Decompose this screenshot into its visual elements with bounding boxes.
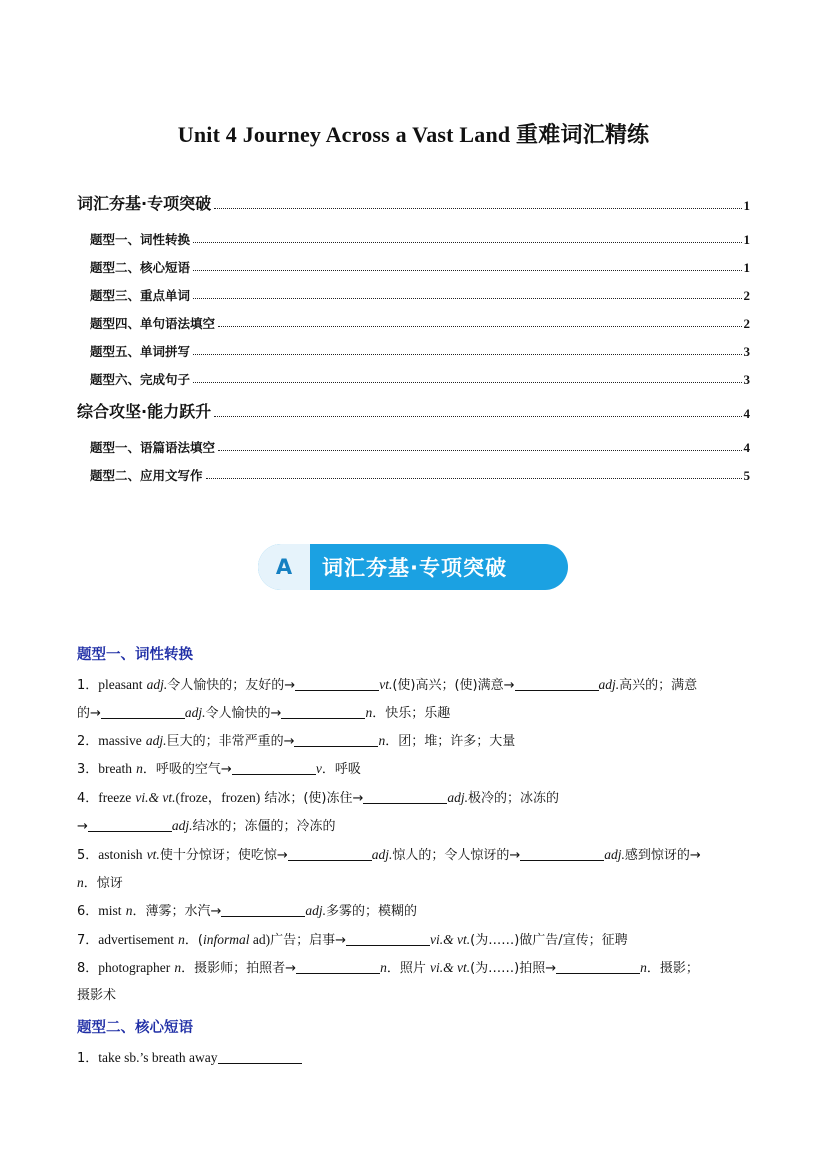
answer-blank[interactable] xyxy=(232,760,316,775)
exercise-item-2: 2．massive adj.巨大的；非常严重的→ n．团；堆；许多；大量 xyxy=(77,733,516,749)
exercise-item-1: 1．pleasant adj.令人愉快的；友好的→ vt.(使)高兴；(使)满意→ adj.高兴的；满意 xyxy=(77,677,698,693)
toc-entry-comprehensive[interactable]: 综合攻坚·能力跃升 4 xyxy=(77,402,750,421)
toc-entry[interactable]: 题型一、语篇语法填空 4 xyxy=(90,440,750,455)
toc-entry[interactable]: 题型六、完成句子 3 xyxy=(90,372,750,387)
answer-blank[interactable] xyxy=(218,1049,302,1064)
toc-entry[interactable]: 题型四、单句语法填空 2 xyxy=(90,316,750,331)
section-heading-core-phrases: 题型二、核心短语 xyxy=(77,1020,193,1036)
answer-blank[interactable] xyxy=(281,704,365,719)
exercise-item-4: 4．freeze vi.& vt.(froze，frozen) 结冰；(使)冻住→ adj.极冷的；冰冻的 xyxy=(77,790,560,806)
toc-leader xyxy=(218,449,741,451)
exercise-item-4-cont: → adj.结冰的；冻僵的；冷冻的 xyxy=(77,818,336,834)
answer-blank[interactable] xyxy=(294,732,378,747)
banner-letter-badge: A xyxy=(258,544,310,590)
toc-entry[interactable]: 题型二、核心短语 1 xyxy=(90,260,750,275)
exercise-item-8-cont: 摄影术 xyxy=(77,988,117,1003)
exercise-item-3: 3．breath n．呼吸的空气→ v．呼吸 xyxy=(77,761,361,777)
toc-entry[interactable]: 题型一、词性转换 1 xyxy=(90,232,750,247)
answer-blank[interactable] xyxy=(88,817,172,832)
toc-leader xyxy=(206,477,742,479)
banner-title: 词汇夯基·专项突破 xyxy=(322,556,507,580)
exercise-item-1-cont: 的→ adj.令人愉快的→ n．快乐；乐趣 xyxy=(77,705,451,721)
exercise-item-5-cont: n．惊讶 xyxy=(77,875,123,891)
toc-entry[interactable]: 题型二、应用文写作 5 xyxy=(90,468,750,483)
toc-entry-vocab-foundation[interactable]: 词汇夯基·专项突破 1 xyxy=(77,194,750,213)
toc-leader xyxy=(193,269,741,271)
toc-leader xyxy=(218,325,741,327)
toc-leader xyxy=(193,297,741,299)
toc-leader xyxy=(193,381,741,383)
toc-entry[interactable]: 题型五、单词拼写 3 xyxy=(90,344,750,359)
section-banner xyxy=(258,544,568,590)
toc-leader xyxy=(193,353,741,355)
toc-entry[interactable]: 题型三、重点单词 2 xyxy=(90,288,750,303)
page-title: Unit 4 Journey Across a Vast Land 重难词汇精练 xyxy=(177,122,650,147)
answer-blank[interactable] xyxy=(515,676,599,691)
answer-blank[interactable] xyxy=(520,846,604,861)
exercise-item-5: 5．astonish vt.使十分惊讶；使吃惊→ adj.惊人的；令人惊讶的→ adj.感到惊讶的→ xyxy=(77,847,701,863)
section-heading-word-forms: 题型一、词性转换 xyxy=(77,647,193,663)
exercise-item-8: 8．photographer n．摄影师；拍照者→ n．照片 vi.& vt.(为……)拍照→ n．摄影； xyxy=(77,960,699,976)
answer-blank[interactable] xyxy=(288,846,372,861)
answer-blank[interactable] xyxy=(221,902,305,917)
answer-blank[interactable] xyxy=(101,704,185,719)
answer-blank[interactable] xyxy=(363,789,447,804)
exercise-item-6: 6．mist n．薄雾；水汽→ adj.多雾的；模糊的 xyxy=(77,903,417,919)
answer-blank[interactable] xyxy=(296,959,380,974)
answer-blank[interactable] xyxy=(295,676,379,691)
exercise-item-7: 7．advertisement n．(informal ad)广告；启事→ vi.& vt.(为……)做广告/宣传；征聘 xyxy=(77,932,628,948)
toc-leader xyxy=(214,207,741,209)
answer-blank[interactable] xyxy=(556,959,640,974)
answer-blank[interactable] xyxy=(346,931,430,946)
toc-leader xyxy=(214,415,741,417)
toc-leader xyxy=(193,241,741,243)
phrase-item-1: 1．take sb.’s breath away xyxy=(77,1048,753,1069)
